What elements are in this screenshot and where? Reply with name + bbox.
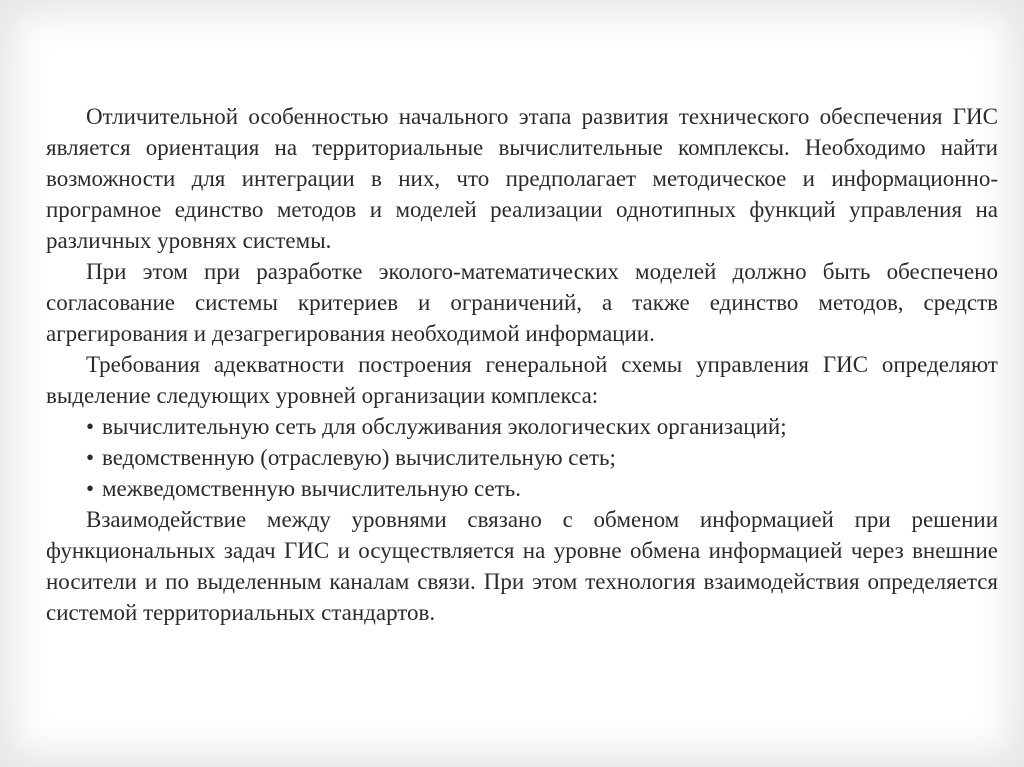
list-item (46, 442, 998, 473)
list-item-text: ведомственную (отраслевую) вычислительную сеть; (102, 445, 616, 470)
levels-list (46, 411, 998, 504)
list-item-text: вычислительную сеть для обслуживания экологических организаций; (102, 414, 787, 439)
list-item (46, 473, 998, 504)
bullet-icon: • (86, 476, 95, 501)
paragraph-requirements: Требования адекватности построения генеральной схемы управления ГИС определяют выделение следующих уровней организации комплекса: (46, 352, 998, 408)
list-item (46, 411, 998, 442)
paragraph-models: При этом при разработке эколого-математических моделей должно быть обеспечено согласование системы критериев и ограничений, а также единство методов, средств агрегирования и дезагрегирования необходимой информации. (46, 259, 998, 346)
bullet-icon: • (86, 414, 95, 439)
document-text (46, 101, 998, 628)
paragraph-interaction: Взаимодействие между уровнями связано с обменом информацией при решении функциональных задач ГИС и осуществляется на уровне обмена информацией через внешние носители и по выделенным каналам связи. При этом технология взаимодействия определяется системой территориальных стандартов. (46, 507, 998, 625)
bullet-icon: • (86, 445, 95, 470)
list-item-text: межведомственную вычислительную сеть. (102, 476, 521, 501)
paragraph-intro: Отличительной особенностью начального этапа развития технического обеспечения ГИС является ориентация на территориальные вычислительные комплексы. Необходимо найти возможности для интеграции в них, что предполагает методическое и информационно-програмное единство методов и моделей реализации однотипных функций управления на различных уровнях системы. (46, 104, 998, 253)
